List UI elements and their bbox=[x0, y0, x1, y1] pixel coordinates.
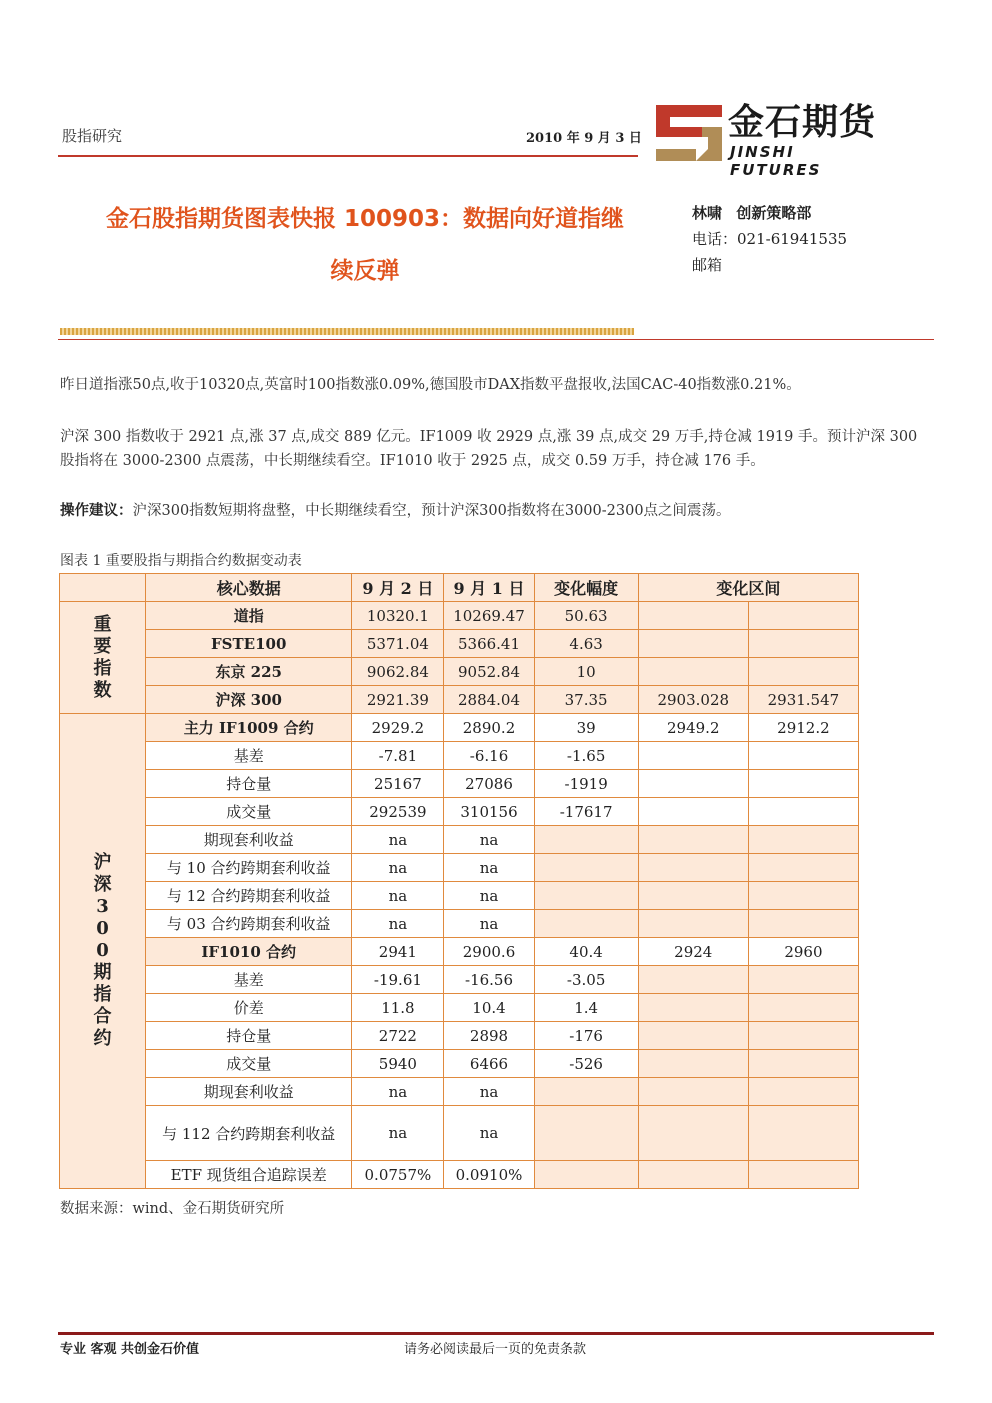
group-label-text: 沪深300期指合约 bbox=[93, 852, 112, 1049]
row-value bbox=[748, 882, 858, 910]
table-header-row bbox=[60, 574, 859, 602]
row-value: na bbox=[444, 910, 534, 938]
row-value: -526 bbox=[534, 1050, 638, 1078]
row-value: 6466 bbox=[444, 1050, 534, 1078]
table-row bbox=[60, 882, 859, 910]
section-divider bbox=[58, 339, 934, 340]
row-value bbox=[534, 826, 638, 854]
row-value bbox=[638, 658, 748, 686]
row-value bbox=[748, 854, 858, 882]
row-label: 与 03 合约跨期套利收益 bbox=[146, 910, 352, 938]
author-name-line bbox=[692, 200, 847, 226]
row-value bbox=[638, 966, 748, 994]
row-value: 2941 bbox=[352, 938, 444, 966]
group-label-futures bbox=[60, 714, 146, 1189]
row-value: 2903.028 bbox=[638, 686, 748, 714]
row-value bbox=[748, 910, 858, 938]
row-value bbox=[638, 1078, 748, 1106]
row-value: 0.0757% bbox=[352, 1161, 444, 1189]
row-value: na bbox=[352, 826, 444, 854]
row-label: 持仓量 bbox=[146, 1022, 352, 1050]
table-row bbox=[60, 1022, 859, 1050]
row-value bbox=[748, 770, 858, 798]
row-value bbox=[748, 966, 858, 994]
row-value bbox=[638, 826, 748, 854]
row-value bbox=[638, 854, 748, 882]
row-label: ETF 现货组合追踪误差 bbox=[146, 1161, 352, 1189]
row-value bbox=[748, 630, 858, 658]
row-value: -176 bbox=[534, 1022, 638, 1050]
table-row bbox=[60, 1161, 859, 1189]
row-value: 0.0910% bbox=[444, 1161, 534, 1189]
row-label: 期现套利收益 bbox=[146, 826, 352, 854]
row-value: 2924 bbox=[638, 938, 748, 966]
author-email: 邮箱 bbox=[692, 256, 723, 274]
row-value: 2912.2 bbox=[748, 714, 858, 742]
table-row bbox=[60, 854, 859, 882]
row-value bbox=[748, 798, 858, 826]
row-label: 基差 bbox=[146, 966, 352, 994]
row-value: -6.16 bbox=[444, 742, 534, 770]
row-value: na bbox=[352, 854, 444, 882]
table-row bbox=[60, 630, 859, 658]
row-value: 39 bbox=[534, 714, 638, 742]
table-row bbox=[60, 714, 859, 742]
row-value: na bbox=[352, 882, 444, 910]
row-label: IF1010 合约 bbox=[146, 938, 352, 966]
row-value: 2898 bbox=[444, 1022, 534, 1050]
data-table bbox=[59, 573, 859, 1189]
row-value bbox=[534, 1106, 638, 1161]
header-change: 变化幅度 bbox=[534, 574, 638, 602]
row-label: 价差 bbox=[146, 994, 352, 1022]
row-value: 292539 bbox=[352, 798, 444, 826]
row-label: 东京 225 bbox=[146, 658, 352, 686]
row-value: -1919 bbox=[534, 770, 638, 798]
row-value: 2921.39 bbox=[352, 686, 444, 714]
table-row bbox=[60, 658, 859, 686]
report-date: 2010 年 9 月 3 日 bbox=[526, 131, 642, 146]
footer-disclaimer: 请务必阅读最后一页的免责条款 bbox=[404, 1342, 587, 1357]
table-row bbox=[60, 966, 859, 994]
row-value bbox=[638, 1022, 748, 1050]
advice-text: 沪深300指数短期将盘整，中长期继续看空，预计沪深300指数将在3000-2300点之间震荡。 bbox=[132, 503, 731, 519]
header-sep1: 9 月 1 日 bbox=[444, 574, 534, 602]
row-value: na bbox=[352, 1078, 444, 1106]
table-row bbox=[60, 798, 859, 826]
row-value bbox=[638, 742, 748, 770]
row-value: 10.4 bbox=[444, 994, 534, 1022]
row-label: 基差 bbox=[146, 742, 352, 770]
row-value: -17617 bbox=[534, 798, 638, 826]
row-value bbox=[638, 602, 748, 630]
row-value bbox=[748, 1106, 858, 1161]
row-value bbox=[748, 826, 858, 854]
row-value: 10 bbox=[534, 658, 638, 686]
header-core-data: 核心数据 bbox=[146, 574, 352, 602]
group-label-text: 重要指数 bbox=[93, 613, 112, 701]
table-row bbox=[60, 826, 859, 854]
row-value: 10320.1 bbox=[352, 602, 444, 630]
row-label: 沪深 300 bbox=[146, 686, 352, 714]
row-label: 持仓量 bbox=[146, 770, 352, 798]
row-value: 9052.84 bbox=[444, 658, 534, 686]
section-label: 股指研究 bbox=[62, 127, 123, 145]
decorative-pattern bbox=[60, 328, 634, 335]
row-value: 2931.547 bbox=[748, 686, 858, 714]
author-block bbox=[692, 200, 847, 278]
row-value: na bbox=[444, 1106, 534, 1161]
row-label: 与 112 合约跨期套利收益 bbox=[146, 1106, 352, 1161]
company-logo bbox=[656, 102, 888, 179]
paragraph-overseas: 昨日道指涨50点,收于10320点,英富时100指数涨0.09%,德国股市DAX指数平盘报收,法国CAC-40指数涨0.21%。 bbox=[60, 377, 801, 393]
row-value: 10269.47 bbox=[444, 602, 534, 630]
row-value bbox=[638, 910, 748, 938]
header-blank-cell bbox=[60, 574, 146, 602]
row-value bbox=[534, 1078, 638, 1106]
row-value bbox=[534, 882, 638, 910]
row-value: 9062.84 bbox=[352, 658, 444, 686]
row-label: 成交量 bbox=[146, 1050, 352, 1078]
row-value: 2900.6 bbox=[444, 938, 534, 966]
paragraph-advice bbox=[60, 499, 936, 523]
row-value: 11.8 bbox=[352, 994, 444, 1022]
row-value bbox=[748, 1078, 858, 1106]
row-value: 5940 bbox=[352, 1050, 444, 1078]
row-label: 期现套利收益 bbox=[146, 1078, 352, 1106]
row-value: 2960 bbox=[748, 938, 858, 966]
header-divider bbox=[58, 155, 638, 157]
table-row bbox=[60, 938, 859, 966]
row-value: 2722 bbox=[352, 1022, 444, 1050]
header-range: 变化区间 bbox=[638, 574, 858, 602]
row-value: na bbox=[352, 910, 444, 938]
row-value: na bbox=[444, 882, 534, 910]
row-value: -7.81 bbox=[352, 742, 444, 770]
row-value: 37.35 bbox=[534, 686, 638, 714]
row-value: -3.05 bbox=[534, 966, 638, 994]
row-value: na bbox=[444, 854, 534, 882]
table-row bbox=[60, 1050, 859, 1078]
row-value bbox=[638, 770, 748, 798]
table-row bbox=[60, 1078, 859, 1106]
row-label: 道指 bbox=[146, 602, 352, 630]
row-value: 2929.2 bbox=[352, 714, 444, 742]
row-value: -1.65 bbox=[534, 742, 638, 770]
row-value bbox=[748, 1050, 858, 1078]
row-value: na bbox=[444, 826, 534, 854]
header-sep2: 9 月 2 日 bbox=[352, 574, 444, 602]
row-label: 与 12 合约跨期套利收益 bbox=[146, 882, 352, 910]
row-value bbox=[638, 630, 748, 658]
row-value: -16.56 bbox=[444, 966, 534, 994]
data-table-body bbox=[60, 574, 859, 1189]
report-title bbox=[60, 193, 670, 297]
row-value: 50.63 bbox=[534, 602, 638, 630]
row-value bbox=[534, 854, 638, 882]
row-value: 310156 bbox=[444, 798, 534, 826]
row-value: -19.61 bbox=[352, 966, 444, 994]
author-phone: 电话：021-61941535 bbox=[692, 230, 848, 248]
row-value: 2890.2 bbox=[444, 714, 534, 742]
advice-label: 操作建议： bbox=[60, 502, 133, 519]
logo-chinese-name: 金石期货 bbox=[728, 102, 877, 143]
table-row bbox=[60, 602, 859, 630]
title-line-2: 续反弹 bbox=[330, 258, 400, 284]
row-value bbox=[638, 1050, 748, 1078]
row-value bbox=[748, 742, 858, 770]
author-dept: 创新策略部 bbox=[736, 204, 812, 222]
title-line-1: 金石股指期货图表快报 100903：数据向好道指继 bbox=[105, 206, 625, 232]
row-value bbox=[748, 602, 858, 630]
row-value: 4.63 bbox=[534, 630, 638, 658]
table-row bbox=[60, 770, 859, 798]
footer-slogan: 专业 客观 共创金石价值 bbox=[60, 1342, 200, 1357]
row-value: 2884.04 bbox=[444, 686, 534, 714]
row-value bbox=[638, 994, 748, 1022]
row-value: 5371.04 bbox=[352, 630, 444, 658]
row-value bbox=[748, 658, 858, 686]
logo-english-name: JINSHI FUTURES bbox=[730, 143, 822, 179]
row-value: 2949.2 bbox=[638, 714, 748, 742]
row-value: 5366.41 bbox=[444, 630, 534, 658]
row-value: na bbox=[352, 1106, 444, 1161]
row-value: 27086 bbox=[444, 770, 534, 798]
row-value bbox=[638, 882, 748, 910]
author-name: 林啸 bbox=[692, 204, 723, 222]
row-label: 与 10 合约跨期套利收益 bbox=[146, 854, 352, 882]
row-value bbox=[748, 1022, 858, 1050]
table-row bbox=[60, 1106, 859, 1161]
row-value: 1.4 bbox=[534, 994, 638, 1022]
paragraph-domestic: 沪深 300 指数收于 2921 点,涨 37 点,成交 889 亿元。IF1009 收 2929 点,涨 39 点,成交 29 万手,持仓减 1919 手。预计沪深 300 股指将在 3000-2300 点震荡，中长期继续看空。IF1010 收于 2925 点，成交 0.59 万手，持仓减 176 手。 bbox=[60, 429, 918, 469]
footer-divider bbox=[58, 1332, 934, 1335]
row-label: FSTE100 bbox=[146, 630, 352, 658]
row-value bbox=[638, 1161, 748, 1189]
row-value bbox=[638, 798, 748, 826]
row-value: na bbox=[444, 1078, 534, 1106]
row-value: 40.4 bbox=[534, 938, 638, 966]
table-row bbox=[60, 686, 859, 714]
table-row bbox=[60, 742, 859, 770]
row-value bbox=[534, 910, 638, 938]
row-label: 成交量 bbox=[146, 798, 352, 826]
row-value bbox=[638, 1106, 748, 1161]
row-value: 25167 bbox=[352, 770, 444, 798]
table-row bbox=[60, 994, 859, 1022]
data-source: 数据来源：wind、金石期货研究所 bbox=[60, 1201, 285, 1217]
row-label: 主力 IF1009 合约 bbox=[146, 714, 352, 742]
row-value bbox=[748, 1161, 858, 1189]
row-value bbox=[534, 1161, 638, 1189]
table-row bbox=[60, 910, 859, 938]
row-value bbox=[748, 994, 858, 1022]
table-caption: 图表 1 重要股指与期指合约数据变动表 bbox=[60, 553, 302, 569]
group-label-indices bbox=[60, 602, 146, 714]
jinshi-logo-icon bbox=[656, 105, 722, 161]
